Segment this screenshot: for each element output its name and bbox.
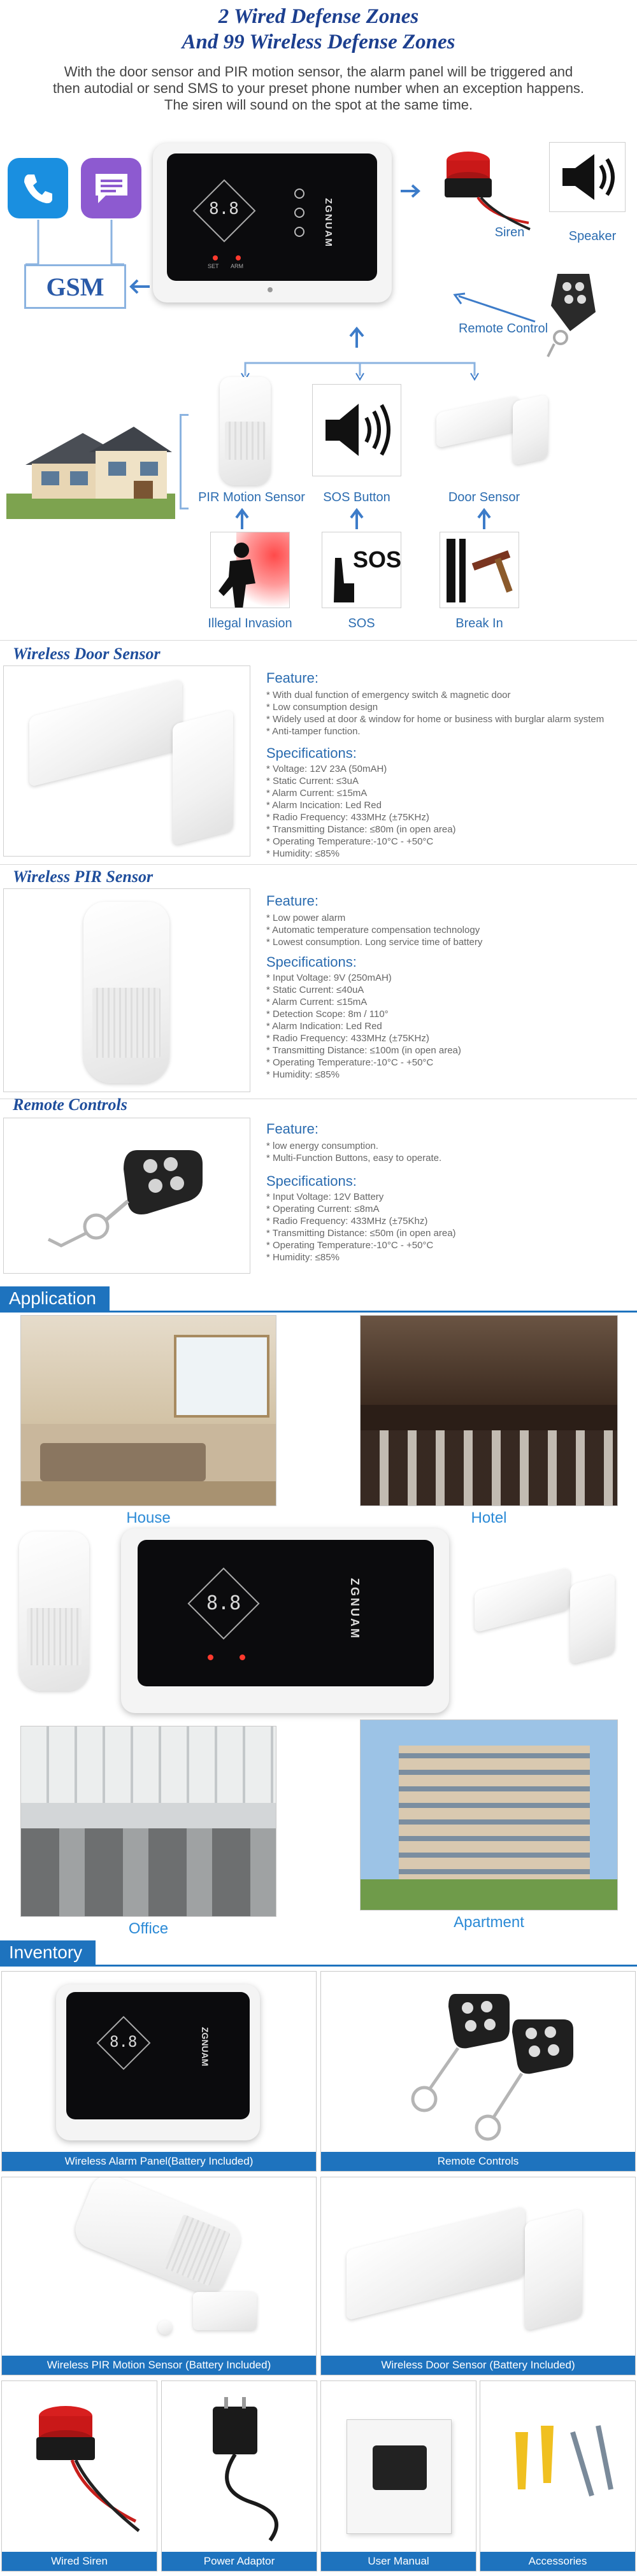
inventory-caption: Wired Siren [2,2552,157,2571]
arrow-up-icon [344,325,369,350]
application-tab: Application [0,1286,110,1311]
pir-label: PIR Motion Sensor [198,490,305,504]
break-in-image [440,532,519,608]
office-photo [20,1726,276,1917]
door-sensor-image [436,379,557,474]
hero-desc-line1: With the door sensor and PIR motion sensor, the alarm panel will be triggered and [64,64,573,80]
panel-digits: 8.8 [209,199,239,218]
sos-button-label: SOS Button [323,490,390,504]
panel-button-icon [294,227,304,237]
pir-spec-item: * Alarm Current: ≤15mA [266,997,368,1007]
pir-spec-item: * Input Voltage: 9V (250mAH) [266,972,392,983]
door-feature-item: * Low consumption design [266,702,378,713]
sos-event-image [322,532,401,608]
pir-spec-item: * Transmitting Distance: ≤100m (in open area) [266,1045,461,1056]
hero-title-line1: 2 Wired Defense Zones [218,5,419,28]
remote-arrow-icon [446,290,541,328]
door-sensor-photo [3,665,250,857]
inventory-item [320,2380,476,2572]
panel-button-icon [294,208,304,218]
door-spec-item: * Humidity: ≤85% [266,848,340,859]
hero-title-line2: And 99 Wireless Defense Zones [182,31,455,53]
remote-spec-item: * Input Voltage: 12V Battery [266,1192,384,1202]
door-spec-item: * Voltage: 12V 23A (50mAH) [266,764,387,774]
siren-label: Siren [494,225,525,239]
pir-spec-item: * Humidity: ≤85% [266,1069,340,1080]
remote-label: Remote Control [458,322,548,336]
application-tab-line [0,1311,637,1313]
inventory-item [1,1971,317,2172]
pir-feature-head: Feature: [266,893,318,909]
pir-section-title: Wireless PIR Sensor [13,867,154,886]
panel-led-icon [236,255,241,260]
pir-feature-item: * Lowest consumption. Long service time of battery [266,937,483,948]
door-spec-item: * Radio Frequency: 433MHz (±75KHz) [266,812,429,823]
inventory-caption: Power Adaptor [162,2552,317,2571]
remote-spec-item: * Operating Current: ≤8mA [266,1204,380,1214]
pir-sensor-image [220,377,271,485]
panel-led-icon [240,1654,245,1660]
pir-spec-head: Specifications: [266,954,357,970]
hero-desc-line3: The siren will sound on the spot at the same time. [164,97,473,113]
pir-feature-item: * Low power alarm [266,913,346,923]
remote-control-image [545,267,602,363]
remote-spec-item: * Radio Frequency: 433MHz (±75Khz) [266,1216,428,1227]
phone-call-icon [8,158,68,218]
arrow-up-icon [233,506,252,532]
door-spec-head: Specifications: [266,745,357,761]
inventory-item [1,2177,317,2375]
panel-led-icon [208,1654,213,1660]
alarm-panel-product-image [121,1528,449,1713]
gsm-arrow-icon [127,274,153,299]
sos-event-text: SOS [353,546,402,573]
pir-sensor-photo [3,888,250,1092]
door-feature-head: Feature: [266,670,318,686]
sensor-connector-lines [239,357,481,382]
panel-button-icon [294,189,304,199]
alarm-panel-image [153,143,392,302]
pir-feature-item: * Automatic temperature compensation technology [266,925,480,936]
break-in-label: Break In [455,616,503,630]
panel-led-icon [213,255,218,260]
gsm-label: GSM [24,264,126,309]
inventory-caption: Wireless Door Sensor (Battery Included) [321,2356,635,2375]
inventory-item [320,2177,636,2375]
door-spec-item: * Transmitting Distance: ≤80m (in open area) [266,824,456,835]
door-spec-list [266,763,629,860]
pir-product-image [19,1532,89,1691]
door-spec-item: * Alarm Incication: Led Red [266,800,382,811]
inventory-item [480,2380,636,2572]
door-spec-item: * Static Current: ≤3uA [266,776,359,786]
inventory-item [1,2380,157,2572]
panel-screw-icon [268,287,273,292]
house-image [6,408,175,519]
inventory-item [320,1971,636,2172]
house-bracket [180,414,189,509]
door-spec-item: * Operating Temperature:-10°C - +50°C [266,836,434,847]
remote-section-title: Remote Controls [13,1095,127,1114]
pir-spec-item: * Radio Frequency: 433MHz (±75KHz) [266,1033,429,1044]
illegal-invasion-image [210,532,290,608]
illegal-invasion-label: Illegal Invasion [208,616,292,630]
panel-brand-3: ZGNUAM [200,2027,210,2067]
remote-feature-item: * Multi-Function Buttons, easy to operate. [266,1153,442,1163]
door-sensor-product-image [475,1548,624,1675]
inventory-caption: Wireless PIR Motion Sensor (Battery Included) [2,2356,316,2375]
pir-feature-list [266,912,629,948]
door-feature-item: * With dual function of emergency switch & magnetic door [266,690,511,701]
door-feature-item: * Widely used at door & window for home or business with burglar alarm system [266,714,605,725]
remote-feature-head: Feature: [266,1121,318,1137]
door-spec-item: * Alarm Current: ≤15mA [266,788,368,799]
arrow-up-icon [347,506,366,532]
arrow-up-icon [475,506,494,532]
panel-brand-2: ZGNUAM [348,1578,361,1640]
inventory-item [161,2380,317,2572]
inventory-caption: User Manual [321,2552,476,2571]
apartment-photo [360,1719,618,1911]
office-photo-label: Office [128,1920,169,1937]
door-sensor-section-title: Wireless Door Sensor [13,644,161,663]
arrow-right-icon [398,181,424,201]
remote-feature-item: * low energy consumption. [266,1141,378,1151]
house-photo-label: House [126,1509,171,1526]
inventory-tab-line [0,1965,637,1967]
panel-digits-3: 8.8 [110,2033,138,2051]
panel-digits-2: 8.8 [206,1592,241,1614]
door-feature-item: * Anti-tamper function. [266,726,361,737]
pir-spec-item: * Operating Temperature:-10°C - +50°C [266,1057,434,1068]
remote-feature-list [266,1140,629,1164]
divider [0,864,637,865]
panel-led2-label: ARM [231,263,243,269]
remote-spec-head: Specifications: [266,1173,357,1189]
house-photo [20,1315,276,1506]
remote-spec-list [266,1191,629,1263]
hotel-photo-label: Hotel [471,1509,507,1526]
remote-spec-item: * Humidity: ≤85% [266,1252,340,1263]
door-feature-list [266,689,629,737]
hero-desc-line2: then autodial or send SMS to your preset phone number when an exception happens. [52,80,585,96]
hotel-photo [360,1315,618,1506]
pir-spec-item: * Static Current: ≤40uA [266,985,364,995]
pir-spec-item: * Detection Scope: 8m / 110° [266,1009,389,1020]
remote-photo [3,1118,250,1274]
speaker-image [549,142,626,212]
sos-button-image [312,384,401,476]
remote-spec-item: * Transmitting Distance: ≤50m (in open area) [266,1228,456,1239]
divider [0,640,637,641]
sos-event-label: SOS [348,616,375,630]
panel-led1-label: SET [208,263,219,269]
speaker-label: Speaker [568,229,617,243]
apartment-photo-label: Apartment [454,1914,524,1931]
siren-image [433,134,535,236]
inventory-tab: Inventory [0,1940,96,1965]
inventory-caption: Remote Controls [321,2152,635,2171]
panel-brand: ZGNUAM [323,198,334,248]
remote-spec-item: * Operating Temperature:-10°C - +50°C [266,1240,434,1251]
door-sensor-label: Door Sensor [448,490,520,504]
inventory-caption: Wireless Alarm Panel(Battery Included) [2,2152,316,2171]
sms-message-icon [81,158,141,218]
inventory-caption: Accessories [480,2552,635,2571]
pir-spec-item: * Alarm Indication: Led Red [266,1021,382,1032]
pir-spec-list [266,972,629,1081]
